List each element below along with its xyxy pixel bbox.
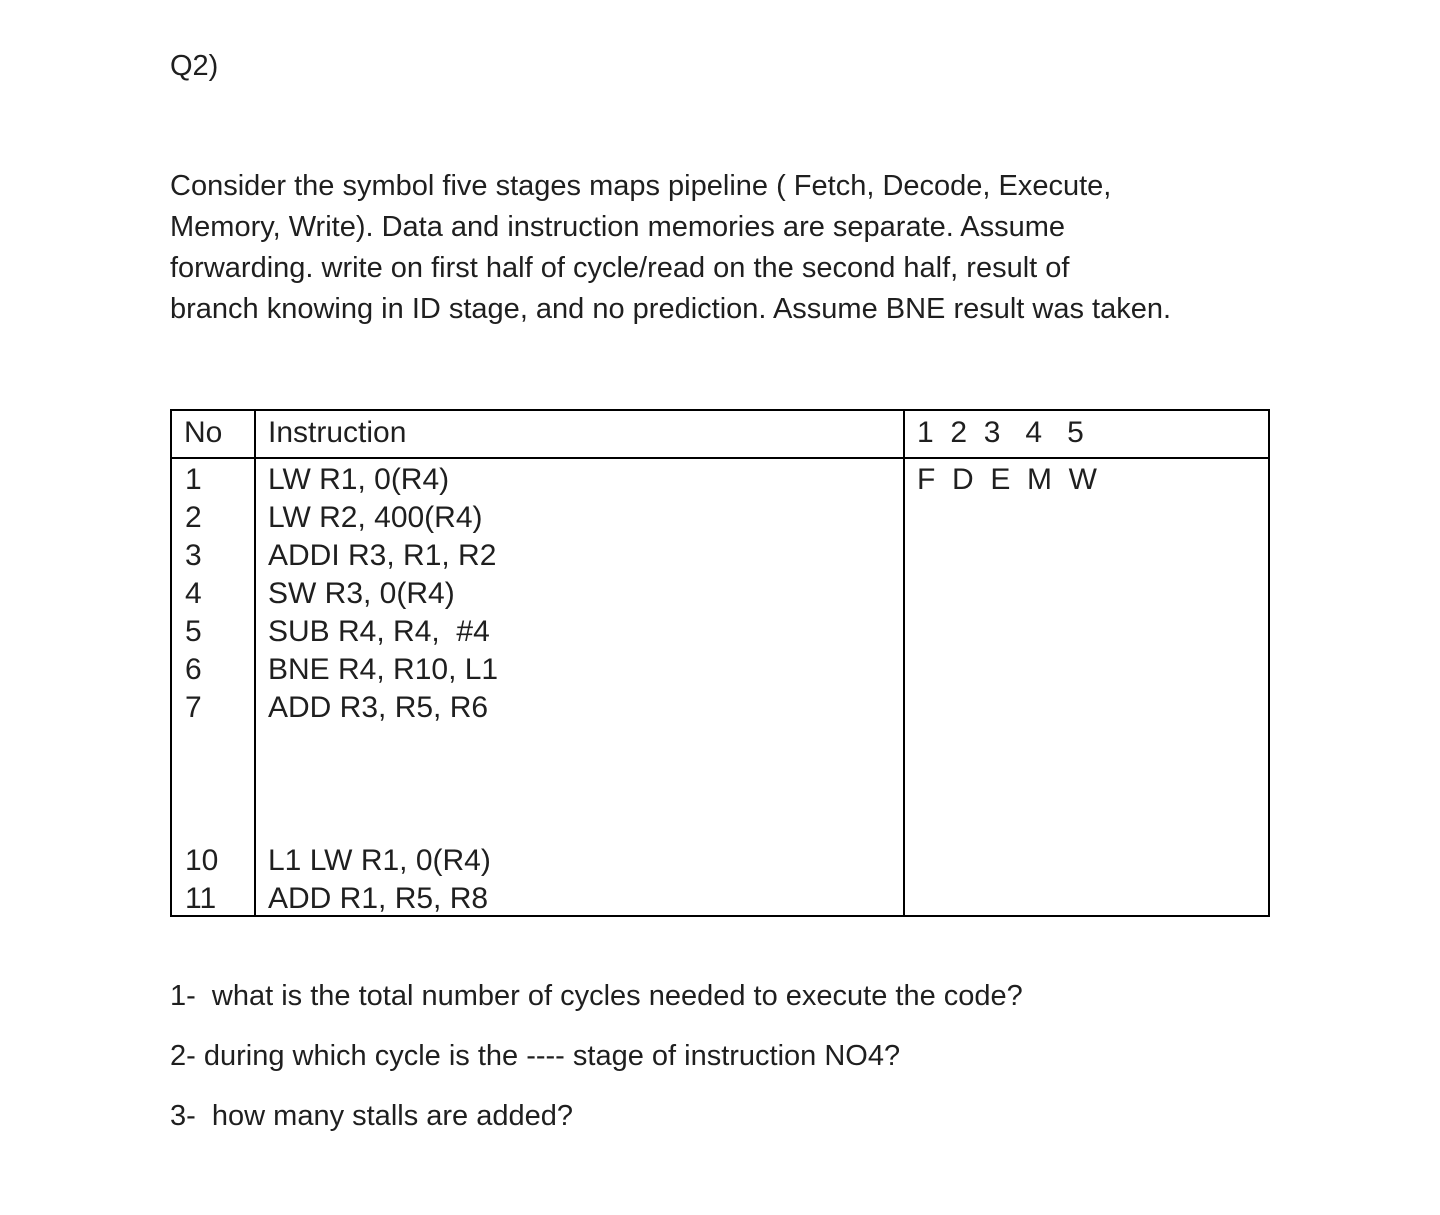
table-header-row bbox=[172, 411, 1268, 459]
row-instruction: SUB R4, R4, #4 bbox=[268, 615, 490, 648]
row-number: 6 bbox=[185, 653, 202, 686]
row-number: 11 bbox=[185, 882, 217, 915]
problem-line: Consider the symbol five stages maps pipeline ( Fetch, Decode, Execute, bbox=[170, 170, 1112, 202]
row-number: 3 bbox=[185, 539, 202, 572]
row-stages: F D E M W bbox=[917, 463, 1097, 496]
question-heading: Q2) bbox=[170, 50, 219, 82]
row-number: 10 bbox=[185, 844, 219, 877]
row-number: 5 bbox=[185, 615, 202, 648]
row-instruction: SW R3, 0(R4) bbox=[268, 577, 455, 610]
row-instruction: LW R2, 400(R4) bbox=[268, 501, 483, 534]
header-no: No bbox=[184, 416, 223, 449]
header-stage-numbers: 1 2 3 4 5 bbox=[917, 416, 1084, 449]
question-item: 3- how many stalls are added? bbox=[170, 1100, 573, 1132]
row-number: 2 bbox=[185, 501, 202, 534]
row-number: 1 bbox=[185, 463, 202, 496]
row-instruction: ADDI R3, R1, R2 bbox=[268, 539, 497, 572]
row-instruction: L1 LW R1, 0(R4) bbox=[268, 844, 491, 877]
header-instruction: Instruction bbox=[268, 416, 407, 449]
problem-line: Memory, Write). Data and instruction memories are separate. Assume bbox=[170, 211, 1066, 243]
row-instruction: ADD R3, R5, R6 bbox=[268, 691, 489, 724]
row-instruction: BNE R4, R10, L1 bbox=[268, 653, 499, 686]
problem-line: branch knowing in ID stage, and no prediction. Assume BNE result was taken. bbox=[170, 293, 1172, 325]
row-number: 4 bbox=[185, 577, 202, 610]
column-divider bbox=[254, 411, 256, 915]
problem-line: forwarding. write on first half of cycle/read on the second half, result of bbox=[170, 252, 1070, 284]
question-item: 2- during which cycle is the ---- stage of instruction NO4? bbox=[170, 1040, 901, 1072]
pipeline-table bbox=[170, 409, 1270, 917]
row-instruction: ADD R1, R5, R8 bbox=[268, 882, 489, 915]
question-item: 1- what is the total number of cycles needed to execute the code? bbox=[170, 980, 1023, 1012]
column-divider bbox=[903, 411, 905, 915]
row-instruction: LW R1, 0(R4) bbox=[268, 463, 450, 496]
row-number: 7 bbox=[185, 691, 202, 724]
problem-statement bbox=[170, 166, 1280, 330]
question-list bbox=[170, 976, 1023, 1156]
